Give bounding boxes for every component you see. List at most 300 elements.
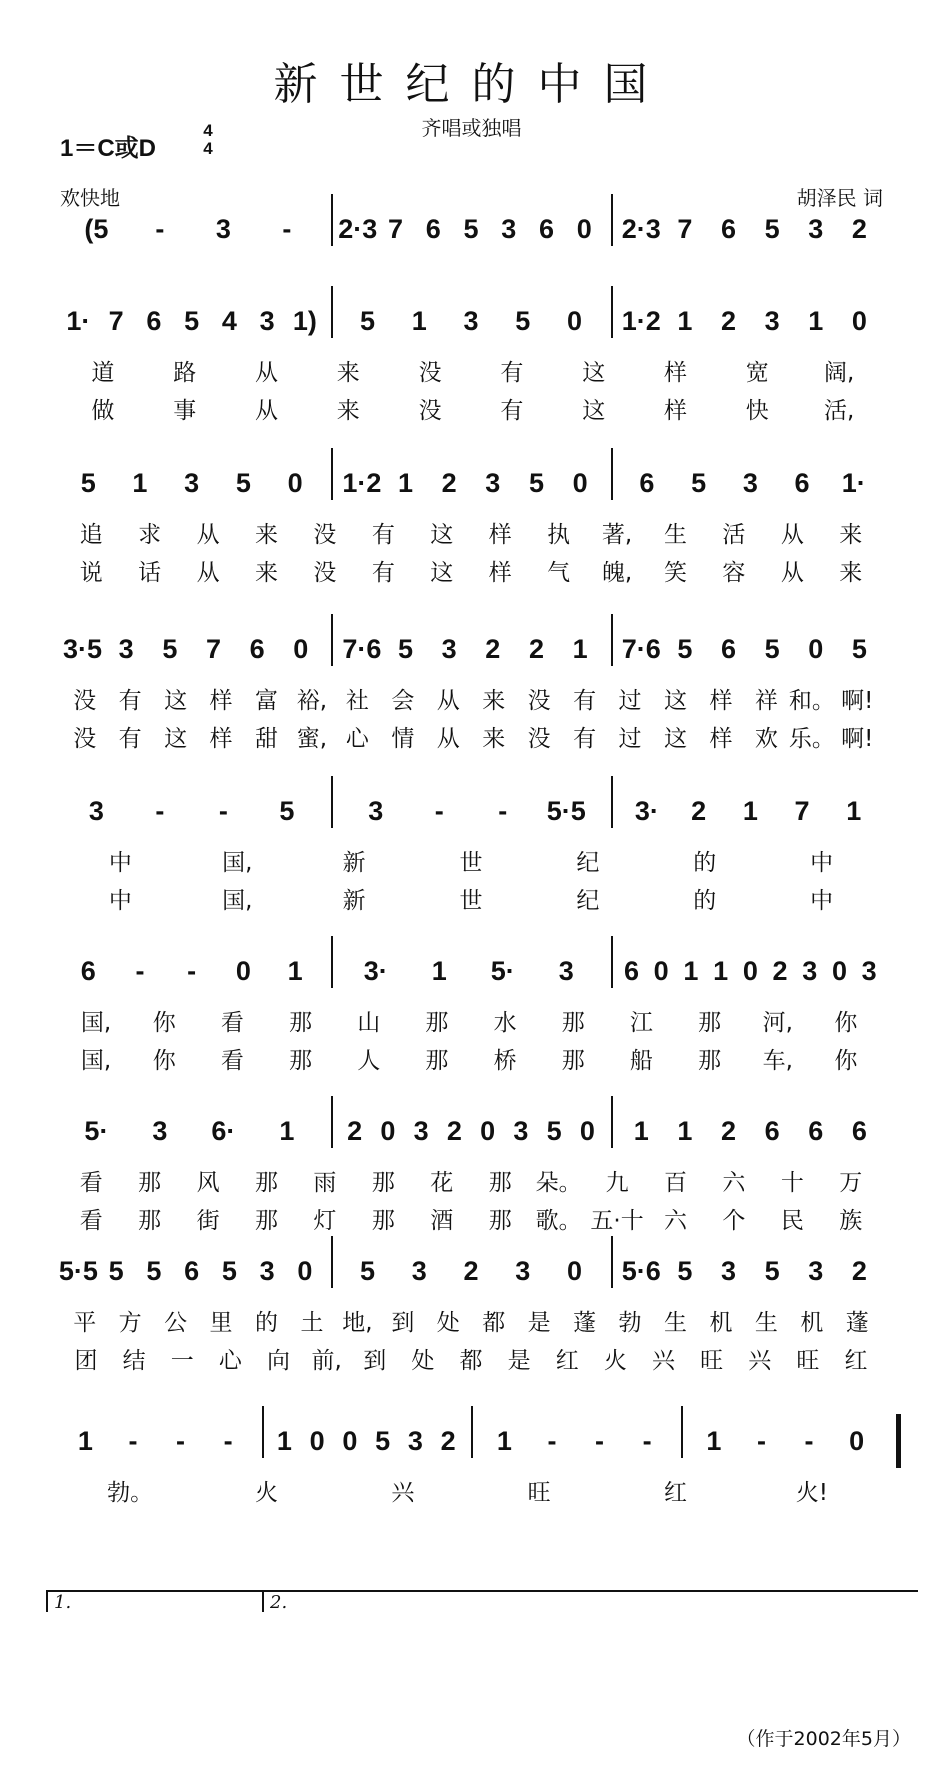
notation-row: [0, 1420, 943, 1466]
composition-date: （作于2002年5月）: [736, 1728, 911, 1750]
second-ending-label: 2.: [270, 1592, 288, 1613]
barline: [681, 1406, 683, 1458]
lyric-syllable: 没: [73, 726, 97, 752]
lyric-syllable: 你: [834, 1048, 858, 1074]
lyric-syllable: 新: [342, 888, 366, 914]
lyric-syllable: 中: [108, 850, 132, 876]
lyric-syllable: 的: [693, 888, 717, 914]
lyric-line: [0, 1202, 943, 1234]
lyric-syllable: 那: [561, 1010, 585, 1036]
lyric-syllable: 红: [555, 1348, 579, 1374]
note: 3: [764, 306, 780, 336]
note: 3: [720, 1256, 737, 1286]
note: 1: [846, 796, 862, 826]
notation-row: [0, 950, 943, 996]
lyric-syllable: 万: [839, 1170, 863, 1196]
lyric-syllable: 没: [527, 688, 551, 714]
lyric-syllable: 到: [363, 1348, 387, 1374]
note: 3: [441, 634, 457, 664]
lyric-syllable: 那: [698, 1048, 722, 1074]
note: 2: [720, 306, 737, 336]
note: 3: [259, 1256, 275, 1286]
lyric-syllable: 民: [780, 1208, 804, 1234]
lyric-syllable: 来: [336, 398, 360, 424]
note: 0: [566, 1256, 582, 1286]
note: 1: [431, 956, 447, 986]
lyric-syllable: 桥: [493, 1048, 517, 1074]
lyric-line: [0, 1304, 943, 1336]
lyric-line: [0, 1474, 943, 1506]
lyric-syllable: 新: [342, 850, 366, 876]
lyric-line: [0, 1004, 943, 1036]
lyric-syllable: 有: [573, 688, 597, 714]
lyric-syllable: 前,: [311, 1348, 342, 1374]
lyric-syllable: 从: [196, 522, 220, 548]
lyric-syllable: 里: [209, 1310, 233, 1336]
note: 6: [425, 214, 441, 244]
lyric-syllable: 勃。: [107, 1480, 154, 1506]
barline: [331, 936, 333, 988]
note: 3: [515, 1256, 531, 1286]
lyric-syllable: 那: [371, 1208, 395, 1234]
lyric-syllable: 中: [810, 850, 834, 876]
lyric-syllable: 快: [745, 398, 769, 424]
note: 1: [677, 1116, 693, 1146]
note: 1: [706, 1426, 722, 1456]
lyric-syllable: 蓬: [573, 1310, 597, 1336]
note: 5: [162, 634, 178, 664]
lyricist-credit: 胡泽民 词: [796, 186, 883, 210]
lyric-syllable: 来: [255, 522, 278, 548]
note: 5: [764, 214, 780, 244]
note: 5: [515, 306, 531, 336]
lyric-syllable: 来: [839, 522, 863, 548]
lyric-syllable: 过: [618, 726, 642, 752]
note: 5·: [490, 956, 515, 986]
lyric-syllable: 从: [436, 688, 460, 714]
lyric-syllable: 活: [722, 522, 746, 548]
lyric-syllable: 有: [500, 398, 524, 424]
note: 0: [480, 1116, 496, 1146]
barline: [611, 1096, 613, 1148]
lyric-syllable: 团: [74, 1348, 98, 1374]
lyric-line: [0, 720, 943, 752]
lyric-syllable: 你: [152, 1010, 176, 1036]
lyric-syllable: 土: [300, 1310, 324, 1336]
lyric-syllable: 那: [289, 1048, 313, 1074]
note: 1: [398, 468, 414, 498]
lyric-syllable: 样: [709, 688, 733, 714]
note: -: [176, 1426, 186, 1456]
lyric-syllable: 执: [547, 522, 571, 548]
lyric-line: [0, 354, 943, 386]
note: 5: [546, 1116, 562, 1146]
lyric-syllable: 那: [698, 1010, 722, 1036]
note: 2: [851, 214, 867, 244]
lyric-syllable: 有: [371, 560, 395, 586]
lyric-syllable: 那: [289, 1010, 313, 1036]
note: 1·2: [342, 468, 382, 498]
lyric-syllable: 说: [79, 560, 103, 586]
notation-row: [0, 1250, 943, 1296]
note: 5: [80, 468, 96, 498]
note: 2: [347, 1116, 363, 1146]
lyric-syllable: 活,: [823, 398, 855, 424]
note: 5: [221, 1256, 237, 1286]
lyric-syllable: 过: [618, 688, 642, 714]
lyric-syllable: 笑: [664, 560, 687, 586]
lyric-syllable: 看: [220, 1048, 244, 1074]
note: 2: [463, 1256, 479, 1286]
note: 1·: [66, 306, 91, 336]
note: 6·: [211, 1116, 236, 1146]
lyric-syllable: 来: [482, 688, 506, 714]
lyric-syllable: 会: [391, 688, 415, 714]
note: 1: [713, 956, 729, 986]
barline: [331, 286, 333, 338]
note: 7·6: [342, 634, 382, 664]
lyric-syllable: 兴: [391, 1480, 415, 1506]
lyric-syllable: 红: [664, 1480, 687, 1506]
second-ending-bracket: [262, 1590, 918, 1612]
lyric-syllable: 求: [138, 522, 162, 548]
note: 1: [808, 306, 824, 336]
note: 7: [387, 214, 404, 244]
note: 3: [118, 634, 134, 664]
note: 6: [764, 1116, 780, 1146]
barline: [611, 1236, 613, 1288]
lyric-syllable: 没: [73, 688, 97, 714]
lyric-syllable: 国,: [222, 850, 253, 876]
note: 6: [146, 306, 162, 336]
lyric-syllable: 机: [709, 1310, 733, 1336]
note: 1: [742, 796, 758, 826]
lyric-syllable: 国,: [80, 1010, 112, 1036]
note: 0: [742, 956, 758, 986]
note: -: [155, 796, 165, 826]
lyric-syllable: 做: [91, 398, 115, 424]
note: -: [756, 1426, 766, 1456]
tempo-marking: 欢快地: [60, 186, 120, 210]
note: 3·: [634, 796, 659, 826]
note: -: [642, 1426, 652, 1456]
note: 3: [861, 956, 877, 986]
note: 6: [720, 634, 737, 664]
lyric-syllable: 这: [664, 726, 687, 752]
note: 7: [205, 634, 221, 664]
lyric-syllable: 从: [436, 726, 460, 752]
note: 3: [485, 468, 501, 498]
lyric-syllable: 蜜,: [296, 726, 328, 752]
note: 0: [808, 634, 824, 664]
lyric-syllable: 都: [482, 1310, 506, 1336]
lyric-line: [0, 1342, 943, 1374]
lyric-syllable: 机: [800, 1310, 824, 1336]
note: -: [155, 214, 165, 244]
note: 0: [566, 306, 582, 336]
note: 5: [463, 214, 479, 244]
lyric-syllable: 从: [196, 560, 220, 586]
lyric-line: [0, 554, 943, 586]
note: 2·3: [621, 214, 661, 244]
lyric-syllable: 这: [430, 560, 454, 586]
note: 3: [259, 306, 275, 336]
note: 0: [342, 1426, 358, 1456]
note: -: [218, 796, 228, 826]
lyric-syllable: 兴: [748, 1348, 772, 1374]
lyric-syllable: 话: [138, 560, 162, 586]
note: 3: [407, 1426, 423, 1456]
lyric-syllable: 这: [164, 726, 188, 752]
song-title: 新世纪的中国: [273, 59, 670, 110]
lyric-syllable: 世: [459, 888, 483, 914]
note: 6: [249, 634, 265, 664]
barline: [611, 286, 613, 338]
barline: [262, 1406, 264, 1458]
lyric-syllable: 没: [313, 522, 337, 548]
lyric-syllable: 这: [164, 688, 188, 714]
lyric-syllable: 山: [357, 1010, 381, 1036]
note: 1: [132, 468, 148, 498]
lyric-syllable: 纪: [576, 850, 600, 876]
note: 5·: [84, 1116, 109, 1146]
lyric-syllable: 从: [780, 560, 804, 586]
lyric-syllable: 那: [488, 1170, 512, 1196]
note: 5·6: [621, 1256, 661, 1286]
lyric-syllable: 欢: [754, 726, 778, 752]
lyric-syllable: 有: [118, 688, 142, 714]
lyric-syllable: 有: [573, 726, 597, 752]
note: 3: [184, 468, 200, 498]
final-barline: [896, 1414, 901, 1468]
note: 1·2: [621, 306, 661, 336]
lyric-syllable: 旺: [700, 1348, 724, 1374]
notation-row: [0, 462, 943, 508]
lyric-syllable: 来: [255, 560, 278, 586]
note: 5: [677, 634, 693, 664]
lyric-syllable: 心: [218, 1348, 242, 1374]
barline: [331, 194, 333, 246]
lyric-syllable: 向: [267, 1348, 291, 1374]
note: 6: [623, 956, 639, 986]
lyric-syllable: 六: [664, 1208, 687, 1234]
note: 5: [279, 796, 295, 826]
lyric-line: [0, 844, 943, 876]
note: 1: [683, 956, 699, 986]
note: 3: [501, 214, 517, 244]
lyric-syllable: 没: [418, 360, 442, 386]
lyric-syllable: 祥: [754, 688, 778, 714]
note: 4: [221, 306, 237, 336]
note: 3: [558, 956, 574, 986]
first-ending-bracket: [46, 1590, 266, 1612]
lyric-syllable: 样: [209, 726, 233, 752]
lyric-syllable: 这: [430, 522, 454, 548]
lyric-syllable: 纪: [576, 888, 600, 914]
note: -: [498, 796, 508, 826]
lyric-syllable: 阔,: [823, 360, 855, 386]
lyric-syllable: 个: [722, 1208, 746, 1234]
note: 3·: [363, 956, 388, 986]
lyric-syllable: 族: [839, 1208, 863, 1234]
lyric-syllable: 事: [173, 398, 197, 424]
lyric-syllable: 船: [629, 1048, 653, 1074]
lyric-syllable: 火!: [795, 1480, 828, 1506]
note: -: [128, 1426, 138, 1456]
note: 2: [485, 634, 501, 664]
lyric-syllable: 样: [488, 522, 512, 548]
barline: [331, 1236, 333, 1288]
barline: [471, 1406, 473, 1458]
lyric-syllable: 国,: [80, 1048, 112, 1074]
lyric-syllable: 那: [371, 1170, 395, 1196]
note: 6: [808, 1116, 824, 1146]
note: 2: [441, 468, 457, 498]
lyric-syllable: 情: [391, 726, 415, 752]
lyric-syllable: 国,: [222, 888, 253, 914]
lyric-syllable: 样: [664, 360, 687, 386]
note: -: [187, 956, 197, 986]
lyric-syllable: 车,: [762, 1048, 793, 1074]
note: 7: [677, 214, 693, 244]
lyric-syllable: 宽: [745, 360, 769, 386]
note: 7: [794, 796, 810, 826]
barline: [331, 614, 333, 666]
lyric-line: [0, 882, 943, 914]
note: 5: [108, 1256, 124, 1286]
note: 0: [849, 1426, 865, 1456]
note: 1: [677, 306, 693, 336]
lyric-line: [0, 392, 943, 424]
barline: [611, 614, 613, 666]
lyric-syllable: 那: [138, 1208, 162, 1234]
note: 5: [235, 468, 251, 498]
lyric-syllable: 雨: [313, 1170, 337, 1196]
note: 6: [851, 1116, 867, 1146]
lyric-syllable: 一: [170, 1348, 194, 1374]
lyric-syllable: 样: [664, 398, 687, 424]
note: 2·3: [338, 214, 378, 244]
notation-row: [0, 208, 943, 254]
lyric-syllable: 样: [709, 726, 733, 752]
lyric-syllable: 追: [79, 522, 103, 548]
lyric-syllable: 和。: [788, 688, 835, 714]
lyric-syllable: 气: [547, 560, 571, 586]
lyric-syllable: 这: [664, 688, 687, 714]
lyric-syllable: 来: [839, 560, 863, 586]
lyric-syllable: 容: [722, 560, 746, 586]
note: 5: [184, 306, 200, 336]
note: 5: [398, 634, 414, 664]
note: 5: [691, 468, 707, 498]
notation-row: [0, 300, 943, 346]
lyric-syllable: 来: [336, 360, 360, 386]
lyric-syllable: 的: [255, 1310, 278, 1336]
lyric-syllable: 裕,: [296, 688, 328, 714]
lyric-syllable: 从: [255, 398, 278, 424]
time-signature-bottom: 4: [203, 139, 213, 158]
lyric-syllable: 魄,: [601, 560, 633, 586]
note: 3: [152, 1116, 168, 1146]
note: 1: [279, 1116, 295, 1146]
key-signature: 1＝C或D: [60, 135, 157, 162]
lyric-syllable: 歌。: [535, 1208, 582, 1234]
lyric-syllable: 没: [527, 726, 551, 752]
lyric-syllable: 街: [196, 1208, 220, 1234]
lyric-syllable: 结: [122, 1348, 146, 1374]
lyric-syllable: 有: [500, 360, 524, 386]
lyric-line: [0, 1164, 943, 1196]
lyric-syllable: 花: [430, 1170, 454, 1196]
first-ending-label: 1.: [54, 1592, 72, 1613]
barline: [611, 936, 613, 988]
lyric-syllable: 平: [73, 1310, 97, 1336]
note: 3: [463, 306, 479, 336]
barline: [331, 1096, 333, 1148]
note: 3: [808, 214, 824, 244]
note: 2: [720, 1116, 737, 1146]
note: -: [282, 214, 292, 244]
lyric-syllable: 处: [436, 1310, 460, 1336]
note: 0: [235, 956, 251, 986]
note: 1: [572, 634, 588, 664]
note: 3: [411, 1256, 427, 1286]
lyric-syllable: 的: [693, 850, 717, 876]
lyric-syllable: 心: [345, 726, 369, 752]
note: 6: [184, 1256, 200, 1286]
lyric-syllable: 河,: [762, 1010, 793, 1036]
lyric-syllable: 处: [411, 1348, 435, 1374]
lyric-syllable: 旺: [527, 1480, 551, 1506]
lyric-syllable: 火: [603, 1348, 627, 1374]
lyric-syllable: 都: [459, 1348, 483, 1374]
note: 5: [360, 306, 376, 336]
lyric-syllable: 啊!: [841, 726, 874, 752]
lyric-syllable: 五·十: [590, 1208, 644, 1234]
lyric-syllable: 没: [418, 398, 442, 424]
lyric-syllable: 看: [220, 1010, 244, 1036]
lyric-syllable: 样: [488, 560, 512, 586]
note: 3: [808, 1256, 824, 1286]
note: 3: [368, 796, 384, 826]
lyric-syllable: 中: [108, 888, 132, 914]
lyric-syllable: 人: [357, 1048, 381, 1074]
note: 5: [375, 1426, 391, 1456]
lyric-syllable: 旺: [796, 1348, 820, 1374]
barline: [611, 194, 613, 246]
note: 7: [108, 306, 124, 336]
lyric-line: [0, 516, 943, 548]
lyric-syllable: 这: [582, 398, 606, 424]
note: -: [434, 796, 444, 826]
lyric-syllable: 来: [482, 726, 506, 752]
note: 5: [360, 1256, 376, 1286]
note: 6: [639, 468, 655, 498]
note: 5·5: [58, 1256, 98, 1286]
time-signature-top: 4: [203, 121, 213, 140]
note: 3: [215, 214, 231, 244]
lyric-syllable: 火: [255, 1480, 278, 1506]
note: 1·: [841, 468, 866, 498]
lyric-syllable: 有: [371, 522, 395, 548]
note: 3·5: [63, 634, 103, 664]
lyric-syllable: 看: [79, 1208, 103, 1234]
lyric-syllable: 那: [255, 1170, 278, 1196]
note: 0: [287, 468, 303, 498]
barline: [331, 776, 333, 828]
note: 0: [851, 306, 867, 336]
lyric-syllable: 道: [91, 360, 115, 386]
